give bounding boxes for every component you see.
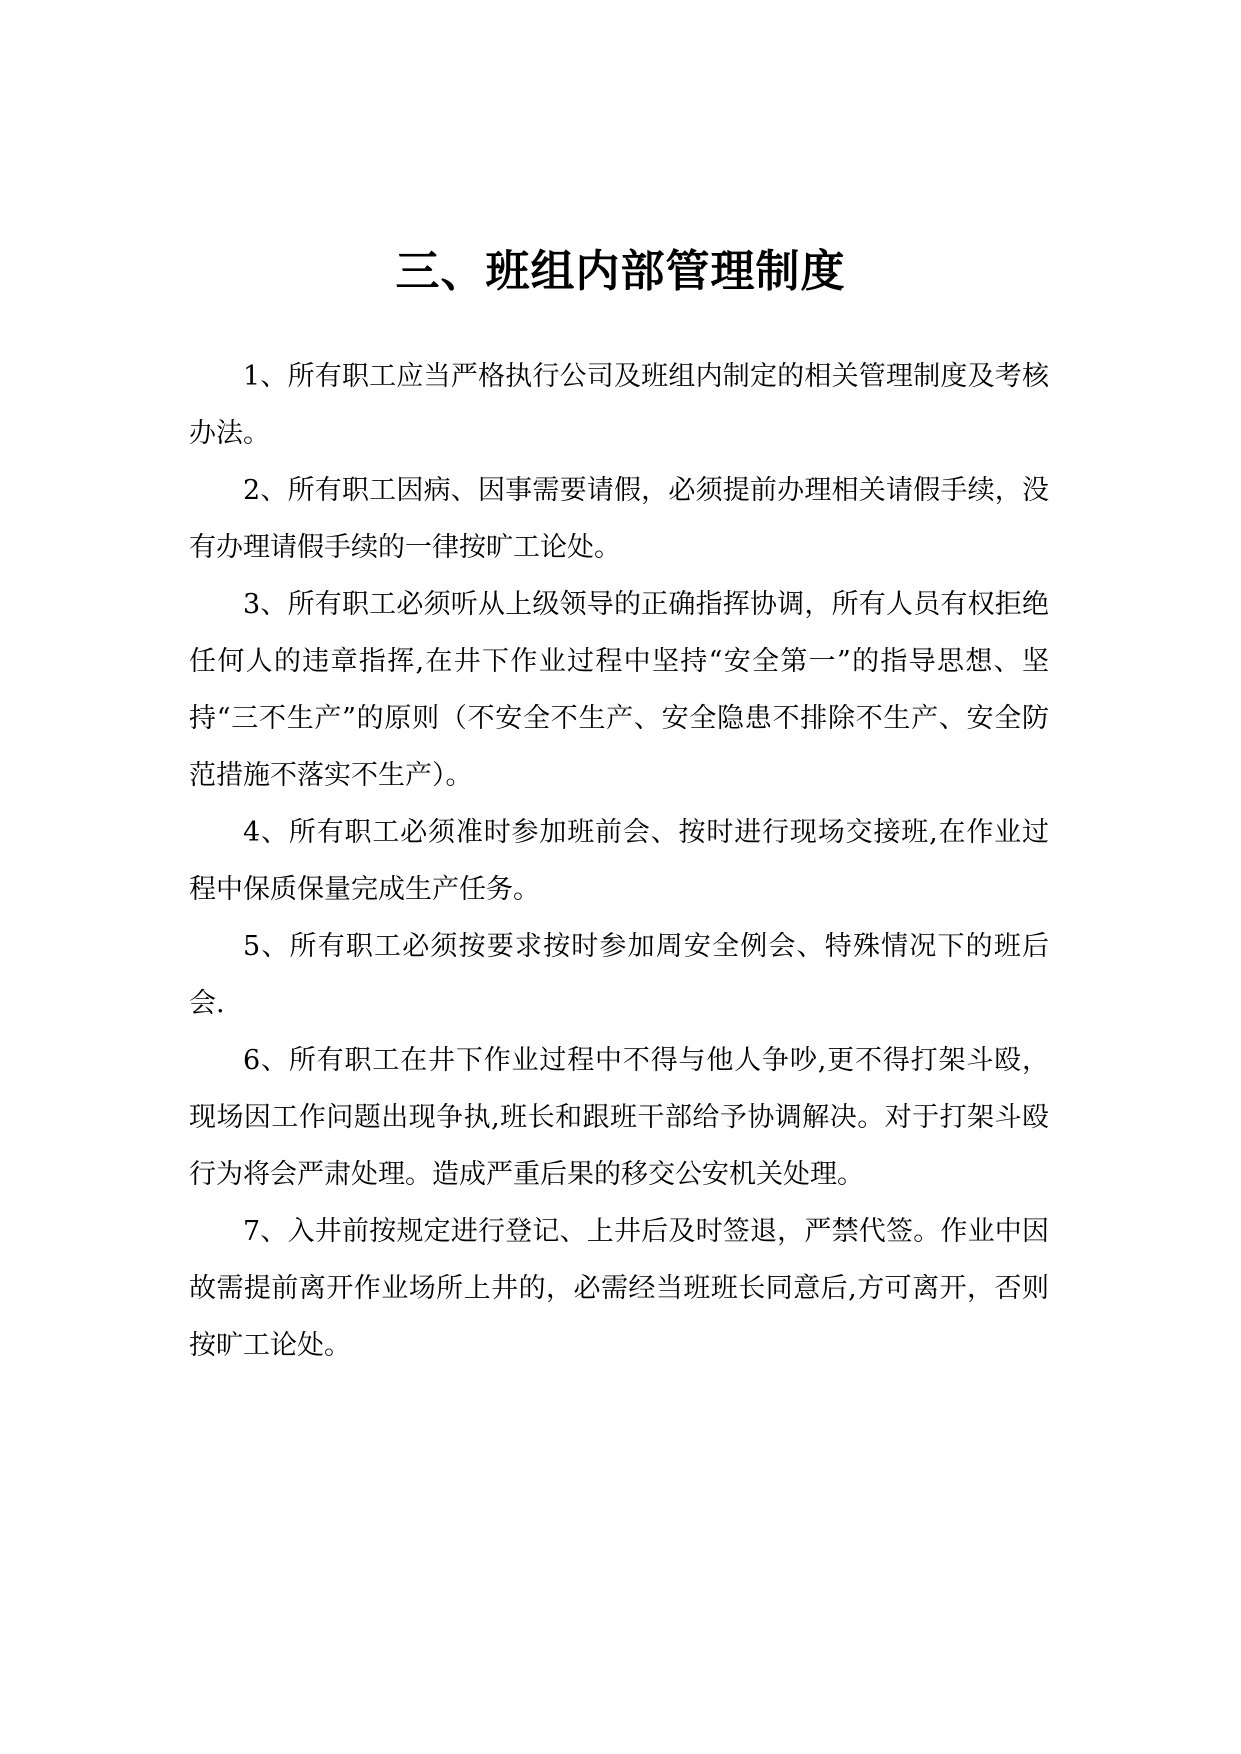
paragraph-3: 3、所有职工必须听从上级领导的正确指挥协调，所有人员有权拒绝任何人的违章指挥,在井下作业过程中坚持“安全第一”的指导思想、坚持“三不生产”的原则（不安全不生产、安全隐患不排除不生产、安全防范措施不落实不生产）。: [189, 589, 1049, 791]
paragraph-1: 1、所有职工应当严格执行公司及班组内制定的相关管理制度及考核办法。: [189, 361, 1049, 449]
paragraph-2: 2、所有职工因病、因事需要请假，必须提前办理相关请假手续，没有办理请假手续的一律按旷工论处。: [189, 475, 1049, 563]
paragraph-4: 4、所有职工必须准时参加班前会、按时进行现场交接班,在作业过程中保质保量完成生产任务。: [189, 817, 1049, 905]
document-title: 三、班组内部管理制度: [395, 246, 846, 297]
paragraph-7: 7、入井前按规定进行登记、上井后及时签退，严禁代签。作业中因故需提前离开作业场所上井的，必需经当班班长同意后,方可离开，否则按旷工论处。: [189, 1216, 1049, 1361]
paragraph-5: 5、所有职工必须按要求按时参加周安全例会、特殊情况下的班后会.: [189, 931, 1049, 1019]
document-body: [189, 348, 1049, 1374]
paragraph-6: 6、所有职工在井下作业过程中不得与他人争吵,更不得打架斗殴，现场因工作问题出现争执,班长和跟班干部给予协调解决。对于打架斗殴行为将会严肃处理。造成严重后果的移交公安机关处理。: [189, 1045, 1049, 1190]
